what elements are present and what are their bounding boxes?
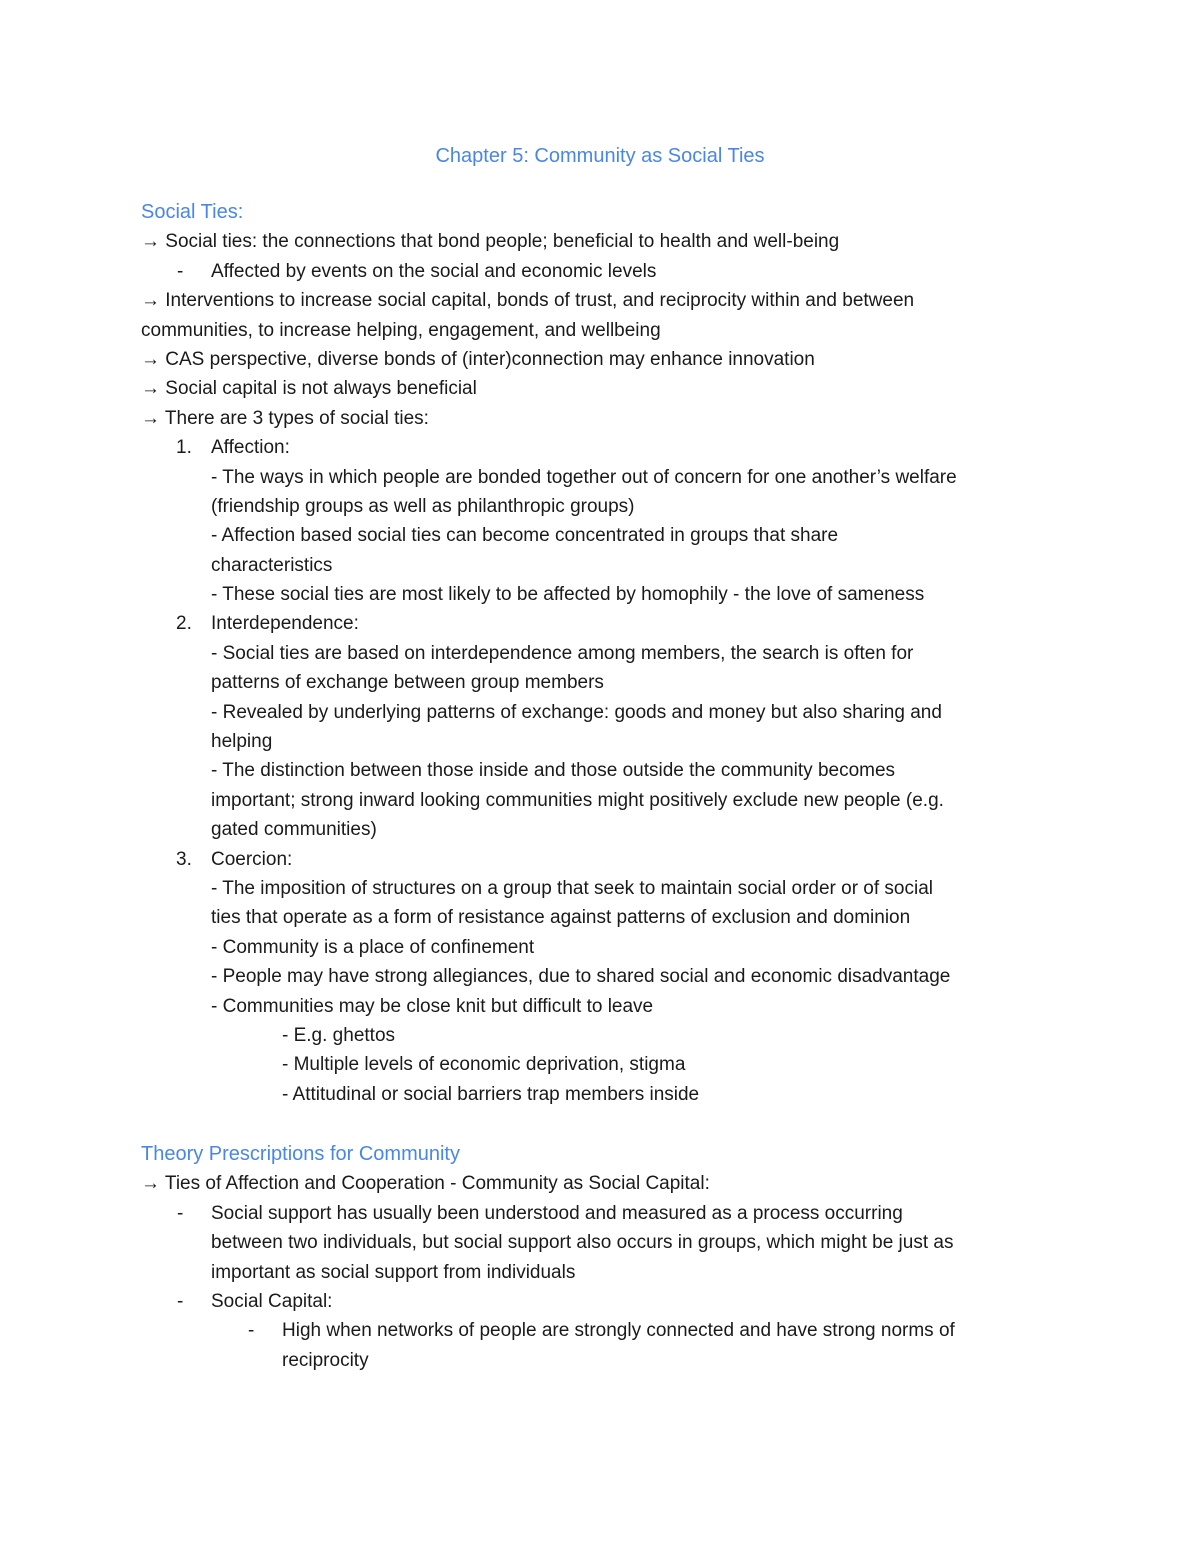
item-label: Coercion: <box>211 848 293 870</box>
item-number: 2. <box>176 613 192 635</box>
dash-marker: - <box>177 1202 184 1224</box>
item-number: 3. <box>176 848 192 870</box>
sub-detail-line: - E.g. ghettos <box>282 1024 396 1046</box>
arrow-bullet-line: communities, to increase helping, engagement, and wellbeing <box>141 319 661 341</box>
dash-bullet-nested <box>141 1316 1081 1345</box>
item-detail-line: - The distinction between those inside and those outside the community becomes <box>211 760 896 782</box>
item-detail-line: ties that operate as a form of resistance against patterns of exclusion and dominion <box>211 907 911 929</box>
dash-bullet <box>141 257 1081 286</box>
item-detail-line: important; strong inward looking communities might positively exclude new people (e.g. <box>211 789 944 811</box>
theory-section <box>141 1140 1081 1375</box>
item-label: Interdependence: <box>211 613 359 635</box>
sub-detail-line: - Attitudinal or social barriers trap members inside <box>282 1083 700 1105</box>
dash-bullet <box>141 1199 1081 1228</box>
item-detail-line: characteristics <box>211 554 333 576</box>
item-detail-line: - These social ties are most likely to be affected by homophily - the love of sameness <box>211 584 925 606</box>
numbered-item <box>141 433 1081 462</box>
arrow-bullet: → There are 3 types of social ties: <box>141 407 429 429</box>
social-ties-section <box>141 198 1081 1109</box>
item-number: 1. <box>176 437 192 459</box>
dash-marker: - <box>177 260 184 282</box>
item-detail-line: helping <box>211 731 273 753</box>
item-detail-line: - The ways in which people are bonded together out of concern for one another’s welfare <box>211 466 957 488</box>
item-detail-line: - The imposition of structures on a group that seek to maintain social order or of social <box>211 877 934 899</box>
numbered-item <box>141 609 1081 638</box>
item-detail-line: - Affection based social ties can become concentrated in groups that share <box>211 525 839 547</box>
arrow-bullet: → CAS perspective, diverse bonds of (inter)connection may enhance innovation <box>141 348 815 370</box>
item-detail-line: - People may have strong allegiances, due to shared social and economic disadvantage <box>211 966 951 988</box>
section-heading-theory: Theory Prescriptions for Community <box>141 1143 460 1165</box>
arrow-bullet: → Social capital is not always beneficial <box>141 378 477 400</box>
bullet-text-line: between two individuals, but social support also occurs in groups, which might be just as <box>211 1232 954 1254</box>
bullet-text: Social support has usually been understood and measured as a process occurring <box>211 1202 903 1224</box>
dash-marker: - <box>177 1290 184 1312</box>
arrow-bullet-line: → Interventions to increase social capital, bonds of trust, and reciprocity within and between <box>141 290 915 312</box>
item-label: Affection: <box>211 437 290 459</box>
dash-bullet <box>141 1287 1081 1316</box>
item-detail-line: (friendship groups as well as philanthropic groups) <box>211 495 635 517</box>
bullet-text-line: important as social support from individuals <box>211 1261 576 1283</box>
sub-detail-line: - Multiple levels of economic deprivation, stigma <box>282 1054 686 1076</box>
dash-marker: - <box>248 1320 255 1342</box>
numbered-item <box>141 845 1081 874</box>
section-heading-social-ties: Social Ties: <box>141 201 244 223</box>
item-detail-line: patterns of exchange between group members <box>211 672 604 694</box>
document-title: Chapter 5: Community as Social Ties <box>435 145 765 167</box>
bullet-text: Affected by events on the social and economic levels <box>211 260 657 282</box>
bullet-text: High when networks of people are strongly connected and have strong norms of <box>282 1320 955 1342</box>
arrow-bullet: → Ties of Affection and Cooperation - Community as Social Capital: <box>141 1173 710 1195</box>
bullet-text: Social Capital: <box>211 1290 333 1312</box>
bullet-text-line: reciprocity <box>282 1349 369 1371</box>
item-detail-line: - Communities may be close knit but difficult to leave <box>211 995 654 1017</box>
item-detail-line: - Social ties are based on interdependence among members, the search is often for <box>211 642 914 664</box>
item-detail-line: gated communities) <box>211 819 377 841</box>
item-detail-line: - Community is a place of confinement <box>211 936 535 958</box>
item-detail-line: - Revealed by underlying patterns of exchange: goods and money but also sharing and <box>211 701 942 723</box>
arrow-bullet: → Social ties: the connections that bond people; beneficial to health and well-being <box>141 231 840 253</box>
